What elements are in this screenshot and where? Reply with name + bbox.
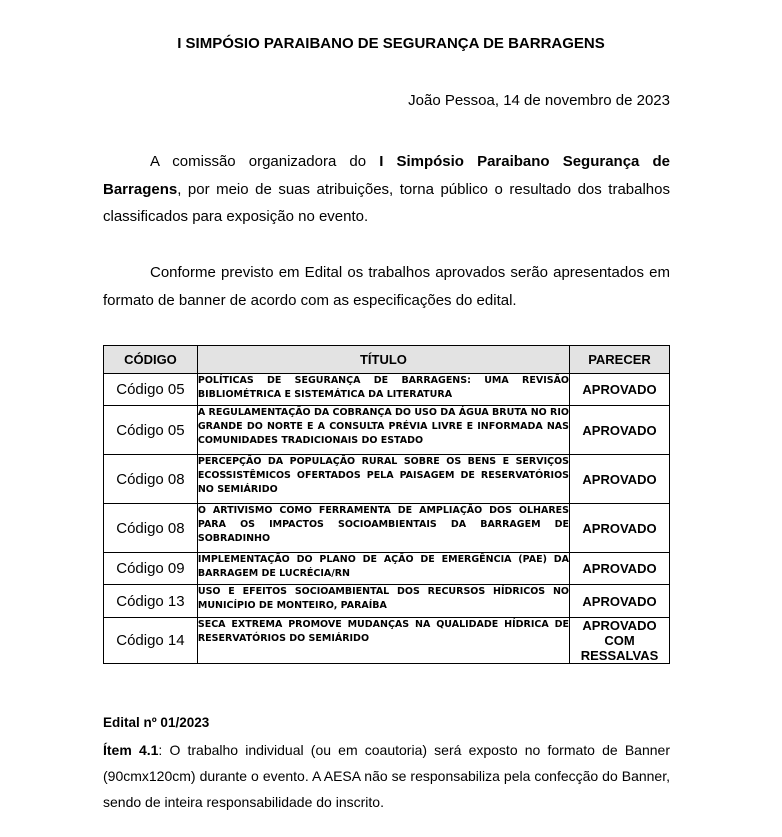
- item-text: : O trabalho individual (ou em coautoria) será exposto no formato de Banner (90cmx120cm) durante o evento. A AESA não se responsabiliza pela confecção do Banner, sendo de inteira responsabilidade do inscrito.: [103, 742, 670, 810]
- row-title: PERCEPÇÃO DA POPULAÇÃO RURAL SOBRE OS BENS E SERVIÇOS ECOSSISTÊMICOS OFERTADOS PELA PAISAGEM DE RESERVATÓRIOS NO SEMIÁRIDO: [197, 455, 569, 504]
- row-code: Código 14: [104, 618, 198, 664]
- row-status: APROVADO: [570, 455, 670, 504]
- row-title: USO E EFEITOS SOCIOAMBIENTAL DOS RECURSOS HÍDRICOS NO MUNICÍPIO DE MONTEIRO, PARAÍBA: [197, 585, 569, 618]
- row-code: Código 05: [104, 406, 198, 455]
- table-row: [104, 374, 670, 406]
- results-table: [103, 345, 670, 664]
- table-header-row: [104, 346, 670, 374]
- row-status: APROVADO: [570, 553, 670, 585]
- row-code: Código 13: [104, 585, 198, 618]
- edital-heading: Edital nº 01/2023: [103, 715, 210, 730]
- header-status: PARECER: [570, 346, 670, 374]
- header-code: CÓDIGO: [104, 346, 198, 374]
- row-title: POLÍTICAS DE SEGURANÇA DE BARRAGENS: UMA REVISÃO BIBLIOMÉTRICA E SISTEMÁTICA DA LITERATURA: [197, 374, 569, 406]
- document-date: João Pessoa, 14 de novembro de 2023: [408, 92, 670, 109]
- intro-text-end: , por meio de suas atribuições, torna público o resultado dos trabalhos classificados para exposição no evento.: [103, 180, 670, 225]
- item-label: Ítem 4.1: [103, 742, 159, 758]
- row-status: APROVADO COM RESSALVAS: [570, 618, 670, 664]
- intro-paragraph: [103, 148, 670, 231]
- row-status: APROVADO: [570, 504, 670, 553]
- row-title: IMPLEMENTAÇÃO DO PLANO DE AÇÃO DE EMERGÊNCIA (PAE) DA BARRAGEM DE LUCRÉCIA/RN: [197, 553, 569, 585]
- row-status: APROVADO: [570, 585, 670, 618]
- row-code: Código 08: [104, 504, 198, 553]
- row-title: A REGULAMENTAÇÃO DA COBRANÇA DO USO DA ÁGUA BRUTA NO RIO GRANDE DO NORTE E A CONSULTA PRÉVIA LIVRE E INFORMADA NAS COMUNIDADES TRADICIONAIS DO ESTADO: [197, 406, 569, 455]
- header-title: TÍTULO: [197, 346, 569, 374]
- table-row: [104, 504, 670, 553]
- document-title: I SIMPÓSIO PARAIBANO DE SEGURANÇA DE BARRAGENS: [177, 35, 605, 52]
- edital-paragraph: [103, 259, 670, 314]
- intro-text-start: A comissão organizadora do: [150, 153, 380, 170]
- row-title: SECA EXTREMA PROMOVE MUDANÇAS NA QUALIDADE HÍDRICA DE RESERVATÓRIOS DO SEMIÁRIDO: [197, 618, 569, 664]
- table-row: [104, 585, 670, 618]
- row-title: O ARTIVISMO COMO FERRAMENTA DE AMPLIAÇÃO DOS OLHARES PARA OS IMPACTOS SOCIOAMBIENTAIS DA BARRAGEM DE SOBRADINHO: [197, 504, 569, 553]
- edital-paragraph-text: Conforme previsto em Edital os trabalhos aprovados serão apresentados em formato de banner de acordo com as especificações do edital.: [103, 264, 670, 309]
- row-code: Código 09: [104, 553, 198, 585]
- event-name: I Simpósio Paraibano Segurança de Barragens: [103, 153, 670, 198]
- table-row: [104, 553, 670, 585]
- table-row: [104, 406, 670, 455]
- table-row: [104, 455, 670, 504]
- edital-item: [103, 737, 670, 815]
- row-status: APROVADO: [570, 406, 670, 455]
- row-status: APROVADO: [570, 374, 670, 406]
- table-row: [104, 618, 670, 664]
- row-code: Código 08: [104, 455, 198, 504]
- row-code: Código 05: [104, 374, 198, 406]
